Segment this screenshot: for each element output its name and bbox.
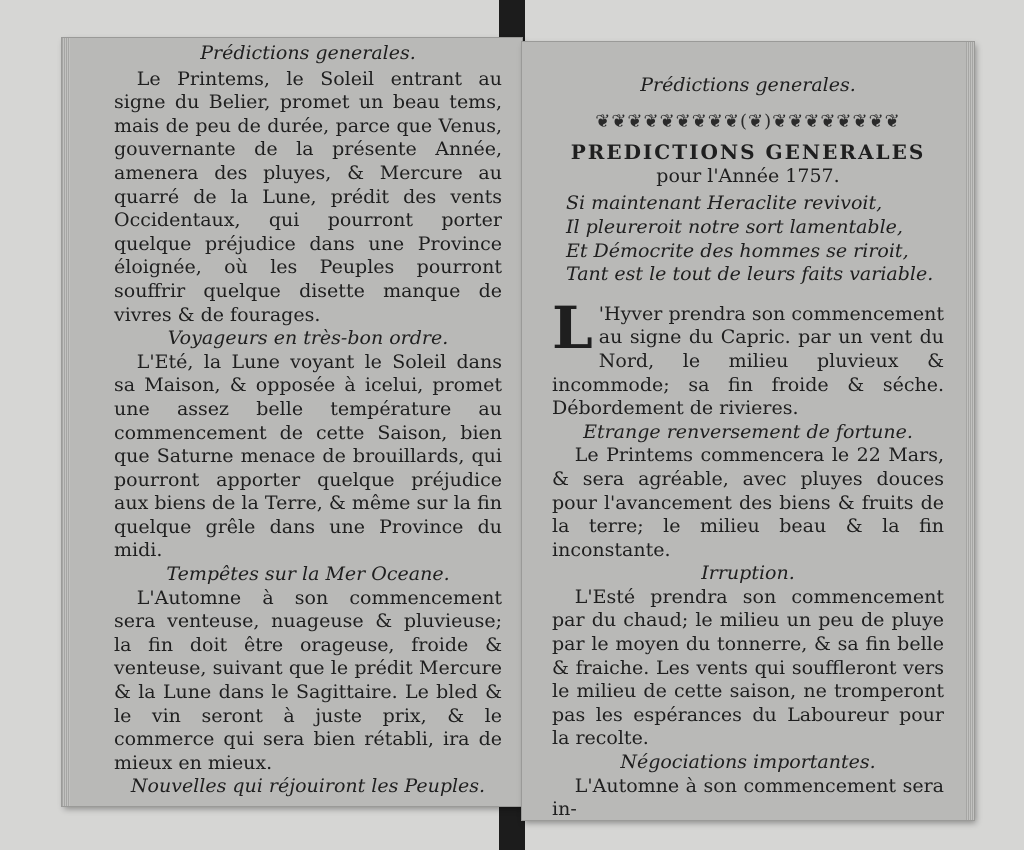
verse-line: Tant est le tout de leurs faits variable. <box>566 263 934 286</box>
right-spring-paragraph: Le Printems commencera le 22 Mars, & sera agréable, avec pluyes douces pour l'avancement des biens & fruits de la terre; le milieu beau & la fin inconstante. <box>552 444 944 561</box>
left-page-edge <box>62 38 70 806</box>
verse-line: Si maintenant Heraclite revivoit, <box>566 192 883 215</box>
verse-line: Il pleureroit notre sort lamentable, <box>566 215 903 238</box>
left-page-text <box>114 42 502 799</box>
winter-text: 'Hyver prendra son commencement au signe du Capric. par un vent du Nord, le milieu pluvieux & incommode; sa fin froide & séche. Débordement de rivieres. <box>552 302 944 420</box>
drop-cap-letter: L <box>552 293 593 362</box>
ornament-band: ❦❦❦❦❦❦❦❦❦(❦)❦❦❦❦❦❦❦❦ <box>595 110 901 132</box>
left-spring-caption: Voyageurs en très-bon ordre. <box>167 327 449 350</box>
left-page <box>62 38 522 806</box>
verse-line: Et Démocrite des hommes se riroit, <box>566 239 909 262</box>
right-spring-caption: Irruption. <box>701 562 795 585</box>
right-winter-caption: Etrange renversement de fortune. <box>583 420 913 443</box>
winter-paragraph <box>552 293 944 421</box>
verse-block <box>552 192 944 286</box>
right-summer-paragraph: L'Esté prendra son commencement par du chaud; le milieu un peu de pluye par le moyen du tonnerre, & sa fin belle & fraiche. Les vents qui souffleront vers le milieu de cette saison, ne tromperont pas les espérances du Laboureur pour la recolte. <box>552 585 944 750</box>
predictions-subtitle: pour l'Année 1757. <box>656 164 840 187</box>
right-page-text <box>552 74 944 822</box>
right-autumn-start: L'Automne à son commencement sera in- <box>552 774 944 821</box>
right-page <box>522 42 974 820</box>
left-spring-paragraph: Le Printems, le Soleil entrant au signe du Belier, promet un beau tems, mais de peu de durée, parce que Venus, gouvernante de la présente Année, amenera des pluyes, & Mercure au quarré de la Lune, prédit des vents Occidentaux, qui pourront porter quelque préjudice dans une Province éloignée, où les Peuples pourront souffrir quelque disette manque de vivres & de fourages. <box>114 67 502 326</box>
left-autumn-paragraph: L'Automne à son commencement sera venteuse, nuageuse & pluvieuse; la fin doit être orageuse, froide & venteuse, suivant que le prédit Mercure & la Lune dans le Sagittaire. Le bled & le vin seront à juste prix, & le commerce qui sera bien rétabli, ira de mieux en mieux. <box>114 586 502 774</box>
left-summer-paragraph: L'Eté, la Lune voyant le Soleil dans sa Maison, & opposée à icelui, promet une assez belle température au commencement de cette Saison, bien que Saturne menace de brouillards, qui pourront apporter quelque préjudice aux biens de la Terre, & même sur la fin quelque grêle dans une Province du midi. <box>114 350 502 562</box>
left-autumn-caption: Nouvelles qui réjouiront les Peuples. <box>130 775 486 798</box>
left-page-header: Prédictions generales. <box>200 42 416 64</box>
right-page-header: Prédictions generales. <box>640 74 856 96</box>
left-summer-caption: Tempêtes sur la Mer Oceane. <box>166 563 450 586</box>
right-summer-caption: Négociations importantes. <box>620 751 876 774</box>
predictions-title: PREDICTIONS GENERALES <box>570 140 926 165</box>
right-page-edge <box>966 42 974 820</box>
